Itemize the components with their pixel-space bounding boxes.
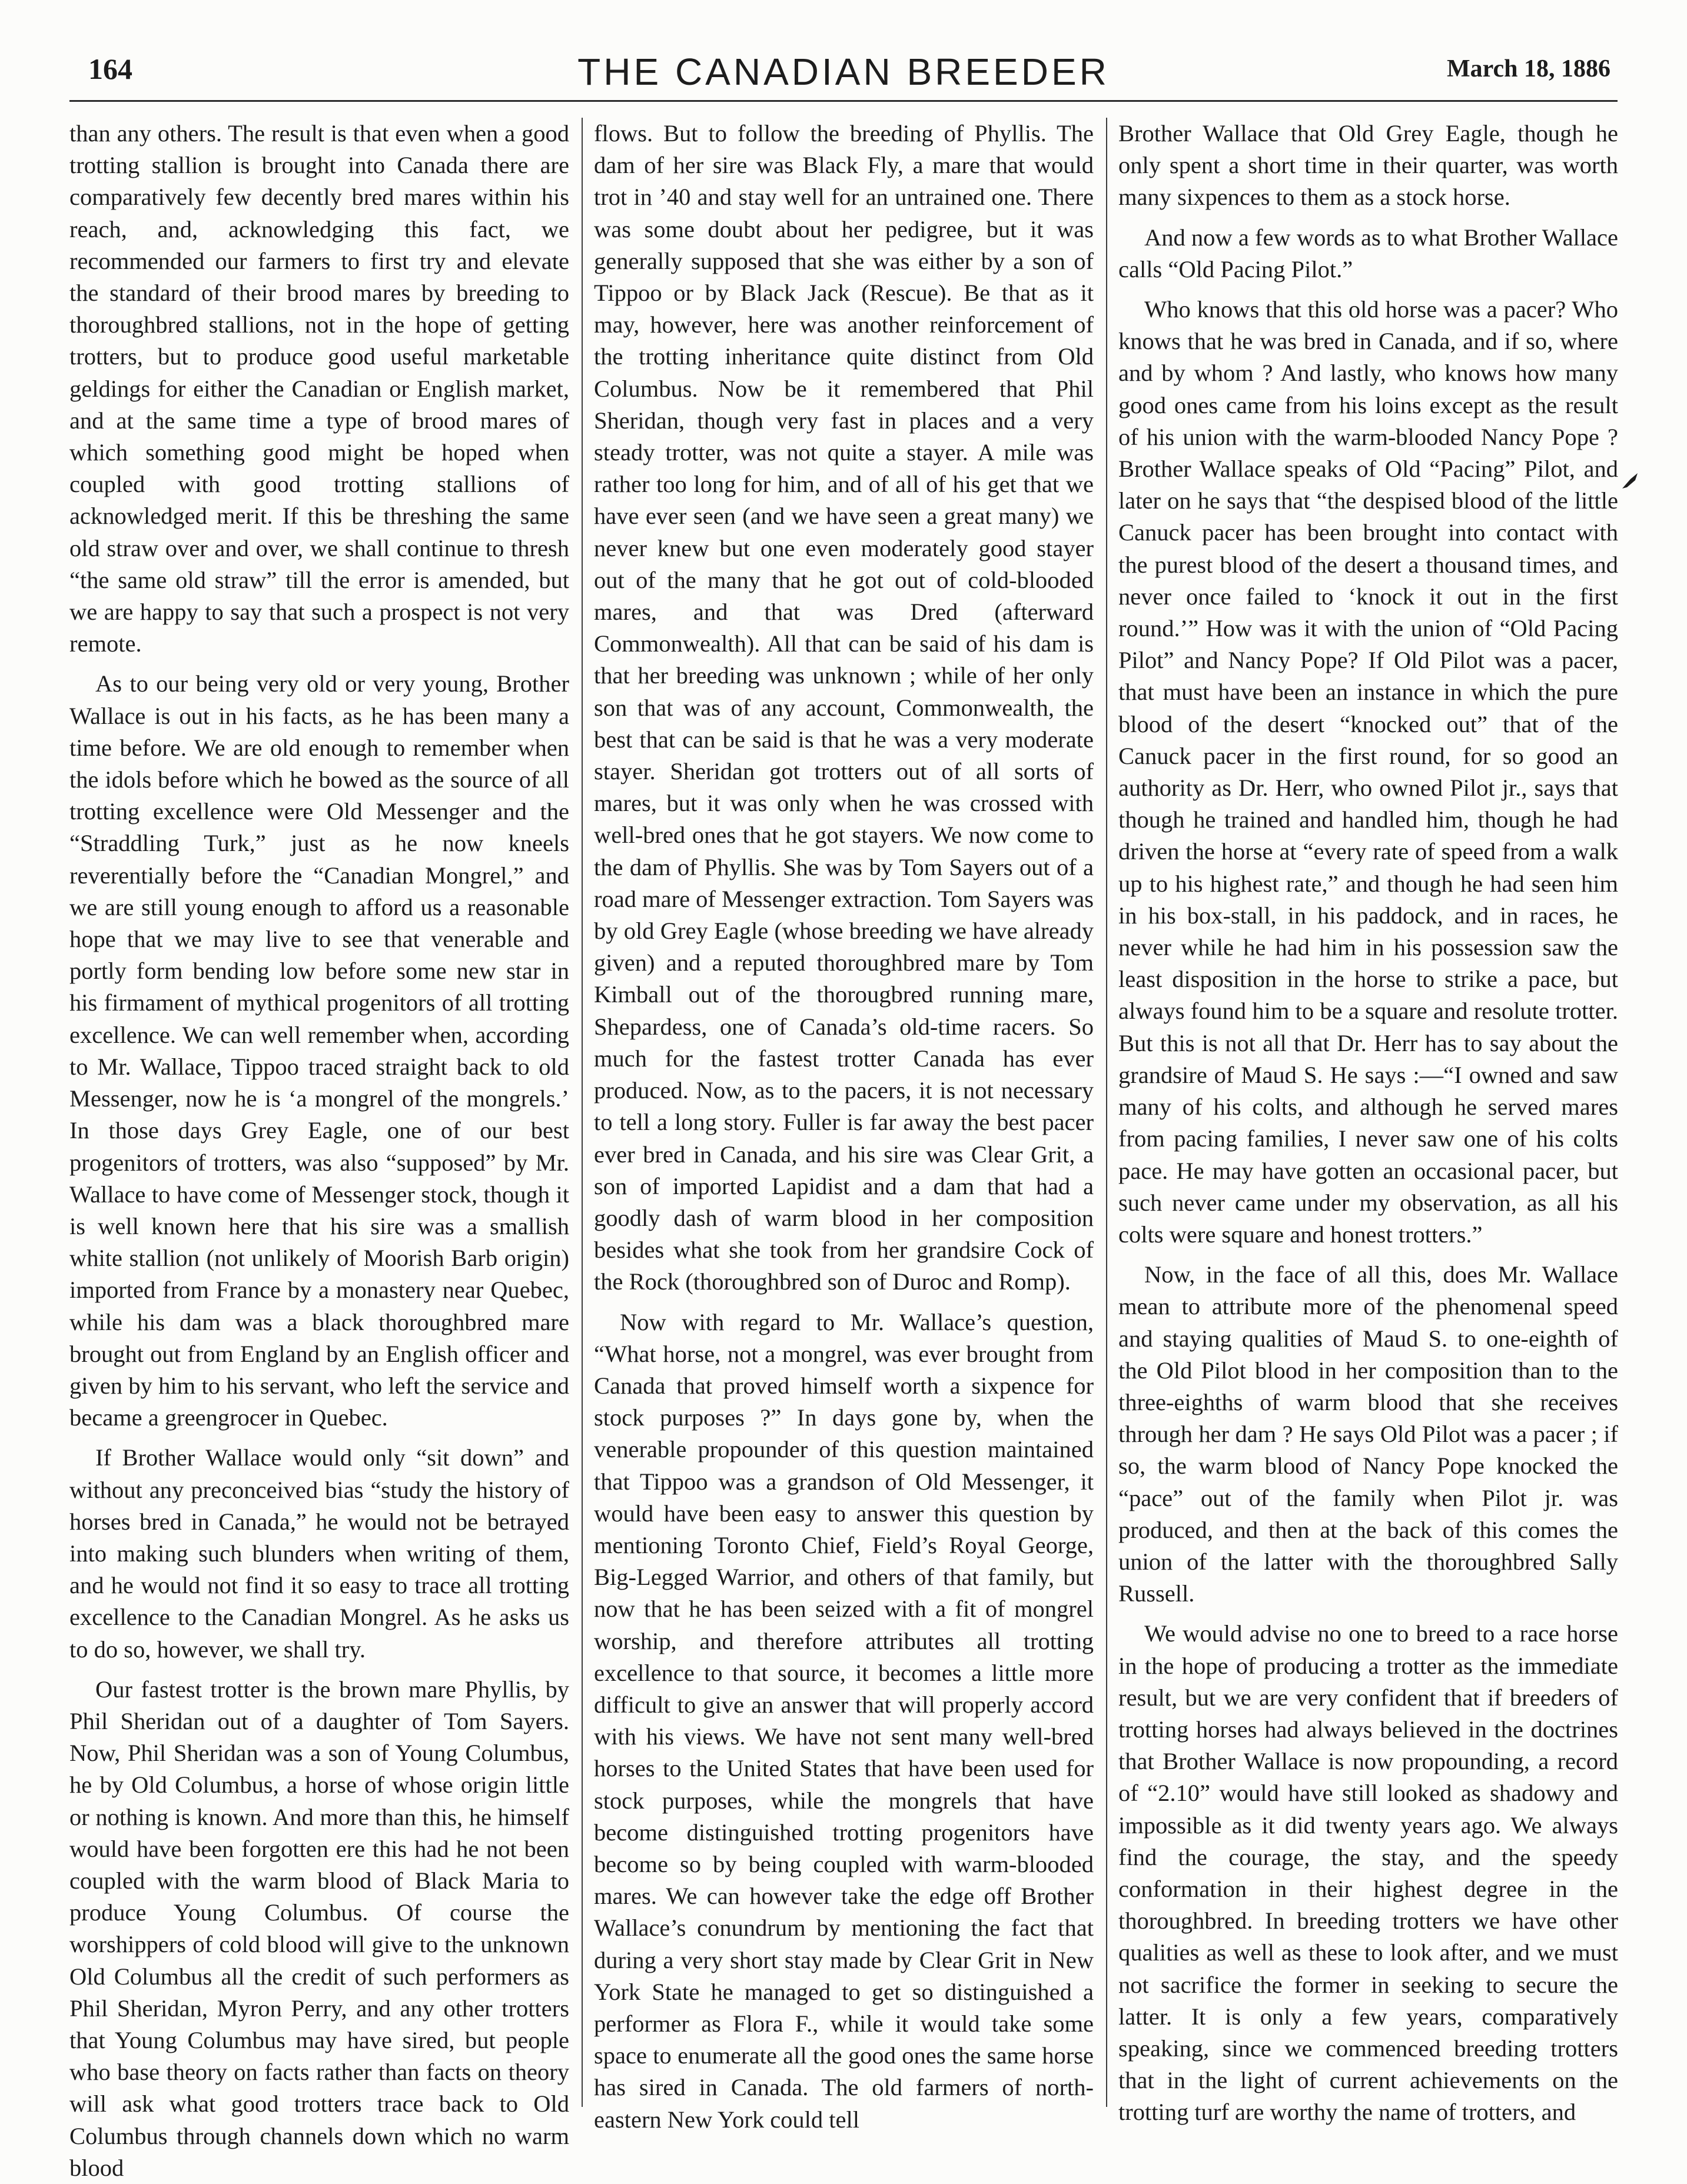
paragraph: As to our being very old or very young, Brother Wallace is out in his facts, as he has been many a time before. We are old enough to remember when the idols before which he bowed as the source of all trotting excellence were Old Messenger and the “Straddling Turk,” just as he now kneels reverentially before the “Canadian Mongrel,” and we are still young enough to afford us a reasonable hope that we may live to see that venerable and portly form bending low before some new star in his firmament of mythical progenitors of all trotting excellence. We can well remember when, according to Mr. Wallace, Tippoo traced straight back to old Messenger, now he is ‘a mongrel of the mongrels.’ In those days Grey Eagle, one of our best progenitors of trotters, was also “supposed” by Mr. Wallace to have come of Messenger stock, though it is well known here that his sire was a smallish white stallion (not unlikely of Moorish Barb origin) imported from France by a monastery near Quebec, while his dam was a black thoroughbred mare brought out from England by an English officer and given by him to his servant, who left the service and became a greengrocer in Quebec.: [69, 670, 569, 1431]
masthead: [0, 0, 1687, 100]
paragraph: If Brother Wallace would only “sit down” and without any preconceived bias “study the history of horses bred in Canada,” he would not be betrayed into making such blunders when writing of them, and he would not find it so easy to trace all trotting excellence to the Canadian Mongrel. As he asks us to do so, however, we shall try.: [69, 1444, 569, 1663]
paragraph: And now a few words as to what Brother Wallace calls “Old Pacing Pilot.”: [1118, 224, 1618, 282]
page-number: 164: [88, 52, 132, 85]
ink-blot-icon: [1620, 471, 1640, 491]
journal-title: THE CANADIAN BREEDER: [577, 51, 1110, 93]
paragraph: Now with regard to Mr. Wallace’s question, “What horse, not a mongrel, was ever brought from Canada that proved himself worth a sixpence for stock purposes ?” In days gone by, when the venerable propounder of this question maintained that Tippoo was a grandson of Old Messenger, it would have been easy to answer this question by mentioning Toronto Chief, Field’s Royal George, Big-Legged Warrior, and others of that family, but now that he has been seized with a fit of mongrel worship, and therefore attributes all trotting excellence to that source, it becomes a little more difficult to give an answer that will properly accord with his views. We have not sent many well-bred horses to the United States that have been used for stock purposes, while the mongrels that have become distinguished trotting progenitors have become so by being coupled with warm-blooded mares. We can however take the edge off Brother Wallace’s conundrum by mentioning the fact that during a very short stay made by Clear Grit in New York State he managed to get so distinguished a performer as Flora F., while it would take some space to enumerate all the good ones the same horse has sired in Canada. The old farmers of north-eastern New York could tell: [594, 1308, 1094, 2133]
paragraph: Brother Wallace that Old Grey Eagle, though he only spent a short time in their quarter, was worth many sixpences to them as a stock horse.: [1118, 120, 1618, 211]
column-2: [594, 118, 1094, 2133]
paragraph: Who knows that this old horse was a pacer? Who knows that he was bred in Canada, and if so, where and by whom ? And lastly, who knows how many good ones came from his loins except as the result of his union with the warm-blooded Nancy Pope ? Brother Wallace speaks of Old “Pacing” Pilot, and later on he says that “the despised blood of the little Canuck pacer has been brought into contact with the purest blood of the desert a thousand times, and never once failed to ‘knock it out in the first round.’” How was it with the union of “Old Pacing Pilot” and Nancy Pope? If Old Pilot was a pacer, that must have been an instance in which the pure blood of the desert “knocked out” that of the Canuck pacer in the first round, for so good an authority as Dr. Herr, who owned Pilot jr., says that though he trained and handled him, though he had driven the horse at “every rate of speed from a walk up to his highest rate,” and though he had seen him in his box-stall, in his paddock, and in races, he never while he had him in his possession saw the least disposition in the horse to strike a pace, but always found him to be a square and resolute trotter. But this is not all that Dr. Herr has to say about the grandsire of Maud S. He says :—“I owned and saw many of his colts, and although he served mares from pacing families, I never saw one of his colts pace. He may have gotten an occasional pacer, but such never came under my observation, as all his colts were square and honest trotters.”: [1118, 296, 1618, 1248]
paragraph: than any others. The result is that even when a good trotting stallion is brought into Canada there are comparatively few decently bred mares within his reach, and, acknowledging this fact, we recommended our farmers to first try and elevate the standard of their brood mares by breeding to thoroughbred stallions, not in the hope of getting trotters, but to produce good useful marketable geldings for either the Canadian or English market, and at the same time a type of brood mares of which something good might be hoped when coupled with good trotting stallions of acknowledged merit. If this be threshing the same old straw over and over, we shall continue to thresh “the same old straw” till the error is amended, but we are happy to say that such a prospect is not very remote.: [69, 120, 569, 657]
column-1: [69, 118, 569, 2181]
column-3: [1118, 118, 1618, 2126]
paragraph: We would advise no one to breed to a race horse in the hope of producing a trotter as the immediate result, but we are very confident that if breeders of trotting horses had always believed in the doctrines that Brother Wallace is now propounding, a record of “2.10” would have still looked as shadowy and impossible as it did twenty years ago. We always find the courage, the stay, and the speedy conformation in their highest degree in the thoroughbred. In breeding trotters we have other qualities as well as these to look after, and we must not sacrifice the former in seeking to secure the latter. It is only a few years, comparatively speaking, since we commenced breeding trotters that in the light of current achievements on the trotting turf are worthy the name of trotters, and: [1118, 1620, 1618, 2126]
paragraph: Our fastest trotter is the brown mare Phyllis, by Phil Sheridan out of a daughter of Tom Sayers. Now, Phil Sheridan was a son of Young Columbus, he by Old Columbus, a horse of whose origin little or nothing is known. And more than this, he himself would have been forgotten ere this had he not been coupled with the warm blood of Black Maria to produce Young Columbus. Of course the worshippers of cold blood will give to the unknown Old Columbus all the credit of such performers as Phil Sheridan, Myron Perry, and any other trotters that Young Columbus may have sired, but people who base theory on facts rather than facts on theory will ask what good trotters trace back to Old Columbus through channels down which no warm blood: [69, 1676, 569, 2181]
paragraph: flows. But to follow the breeding of Phyllis. The dam of her sire was Black Fly, a mare that would trot in ’40 and stay well for an untrained one. There was some doubt about her pedigree, but it was generally supposed that she was either by a son of Tippoo or by Black Jack (Rescue). Be that as it may, however, here was another reinforcement of the trotting inheritance quite distinct from Old Columbus. Now be it remembered that Phil Sheridan, though very fast in places and a very steady trotter, was not quite a stayer. A mile was rather too long for him, and of all of his get that we have ever seen (and we have seen a great many) we never knew but one even moderately good stayer out of the many that he got out of cold-blooded mares, and that was Dred (afterward Commonwealth). All that can be said of his dam is that her breeding was unknown ; while of her only son that was of any account, Commonwealth, the best that can be said is that he was a very moderate stayer. Sheridan got trotters out of all sorts of mares, but it was only when he was crossed with well-bred ones that he got stayers. We now come to the dam of Phyllis. She was by Tom Sayers out of a road mare of Messenger extraction. Tom Sayers was by old Grey Eagle (whose breeding we have already given) and a reputed thoroughbred mare by Tom Kimball out of the thorougbred running mare, Shepardess, one of Canada’s old-time racers. So much for the fastest trotter Canada has ever produced. Now, as to the pacers, it is not necessary to tell a long story. Fuller is far away the best pacer ever bred in Canada, and his sire was Clear Grit, a son of imported Lapidist and a dam that had a goodly dash of warm blood in her composition besides what she took from her grandsire Cock of the Rock (thoroughbred son of Duroc and Romp).: [594, 120, 1094, 1295]
paragraph: Now, in the face of all this, does Mr. Wallace mean to attribute more of the phenomenal speed and staying qualities of Maud S. to one-eighth of the Old Pilot blood in her composition than to the three-eighths of warm blood that she receives through her dam ? He says Old Pilot was a pacer ; if so, the warm blood of Nancy Pope knocked the “pace” out of the family when Pilot jr. was produced, and then at the back of this comes the union of the latter with the thoroughbred Sally Russell.: [1118, 1261, 1618, 1607]
article-body: [69, 118, 1618, 2181]
issue-date: March 18, 1886: [1446, 55, 1610, 82]
header-rule: [69, 100, 1618, 102]
